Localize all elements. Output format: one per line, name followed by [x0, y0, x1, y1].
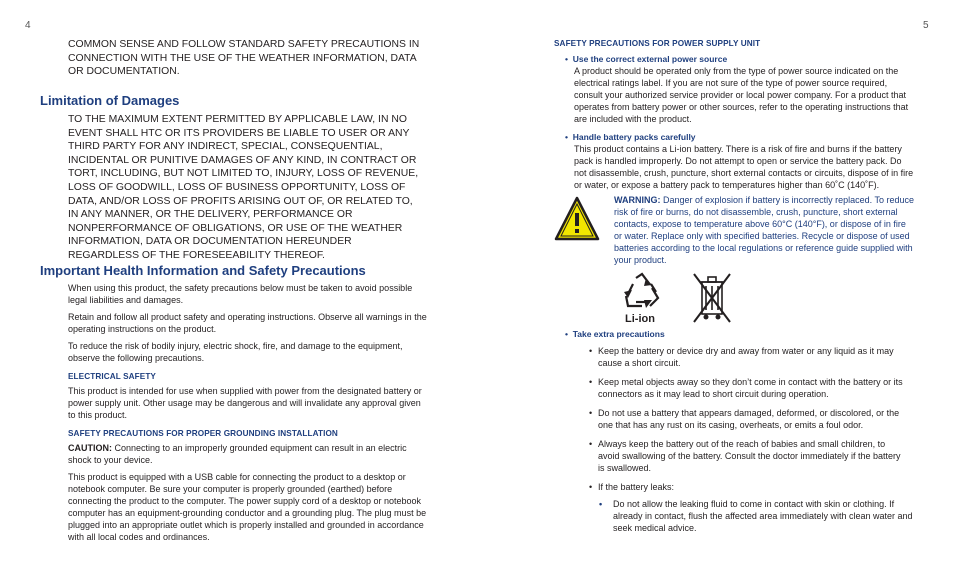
grounding-text: This product is equipped with a USB cable for connecting the product to a desktop or notebook computer. Be sure your computer is properly grounded (earthed) before connecting the product to the computer. The power supply cord of a desktop or notebook computer has an equipment-grounding conductor and a grounding plug. The plug must be plugged into an appropriate outlet which is properly installed and grounded in accordance with all local codes and ordinances.	[68, 472, 427, 542]
limitation-heading: Limitation of Damages	[40, 93, 180, 108]
ext-power-title: Use the correct external power source	[572, 54, 728, 64]
health-paragraph-2: Retain and follow all product safety and operating instructions. Observe all warnings in the operating instructions on the product.	[68, 312, 427, 334]
bullet-dot: •	[565, 329, 573, 339]
extra-precautions-title: Take extra precautions	[572, 329, 665, 339]
crossed-bin-icon	[692, 272, 732, 324]
list-item-text: Keep metal objects away so they don’t come in contact with the battery or its connectors as it may lead to short circuit during operation.	[598, 377, 903, 399]
electrical-safety-heading: ELECTRICAL SAFETY	[68, 372, 156, 381]
list-item: • Keep the battery or device dry and away from water or any liquid as it may cause a short circuit.	[589, 346, 894, 368]
leak-item: • Do not allow the leaking fluid to come in contact with skin or clothing. If already in contact, flush the affected area immediately with clean water and seek medical advice.	[599, 499, 913, 533]
li-ion-recycle-icon	[622, 272, 662, 324]
battery-title: Handle battery packs carefully	[572, 132, 696, 142]
health-heading: Important Health Information and Safety Precautions	[40, 263, 366, 278]
caution-text: Connecting to an improperly grounded equipment can result in an electric shock to your device.	[68, 443, 407, 465]
limitation-text: TO THE MAXIMUM EXTENT PERMITTED BY APPLICABLE LAW, IN NO EVENT SHALL HTC OR ITS PROVIDERS BE LIABLE TO USER OR ANY THIRD PARTY FOR ANY INDIRECT, SPECIAL, CONSEQUENTIAL, INCIDENTAL OR PUNITIVE DAMAGES OF ANY KIND, IN CONTRACT OR TORT, INCLUDING, BUT NOT LIMITED TO, INJURY, LOSS OF REVENUE, LOSS OF GOODWILL, LOSS OF BUSINESS OPPORTUNITY, LOSS OF DATA, AND/OR LOSS OF PROFITS ARISING OUT OF, OR RELATED TO, IN ANY MANNER, OR THE DELIVERY, PERFORMANCE OR NONPERFORMANCE OF OBLIGATIONS, OR USE OF THE WEATHER INFORMATION, DATA OR DOCUMENTATION HEREUNDER REGARDLESS OF THE FORESEEABILITY THEREOF.	[68, 114, 419, 261]
extra-precautions-title-row	[565, 328, 915, 340]
grounding-heading: SAFETY PRECAUTIONS FOR PROPER GROUNDING INSTALLATION	[68, 429, 338, 438]
page-number-left: 4	[25, 20, 31, 31]
health-paragraph-3: To reduce the risk of bodily injury, electric shock, fire, and damage to the equipment, observe the following precautions.	[68, 341, 403, 363]
caution-paragraph	[68, 442, 430, 466]
power-supply-heading: SAFETY PRECAUTIONS FOR POWER SUPPLY UNIT	[554, 39, 761, 48]
warning-box	[614, 194, 914, 266]
list-item: • Always keep the battery out of the reach of babies and small children, to avoid swallowing of the battery. Consult the doctor immediately if the battery is swallowed.	[589, 439, 901, 473]
battery-item	[565, 131, 915, 191]
bullet-dot: •	[565, 54, 573, 64]
list-item: • If the battery leaks:	[589, 482, 675, 492]
ext-power-text: A product should be operated only from the type of power source indicated on the electrical ratings label. If you are not sure of the type of power source required, consult your authorized service provider or local power company. For a product that operates from battery power or other sources, refer to the operating instructions that are included with the product.	[574, 66, 909, 124]
list-item: • Do not use a battery that appears damaged, deformed, or discolored, or the one that has any rust on its casing, overheats, or emits a foul odor.	[589, 408, 900, 430]
list-item-text: Always keep the battery out of the reach of babies and small children, to avoid swallowing of the battery. Consult the doctor immediately if the battery is swallowed.	[598, 439, 901, 473]
list-item: • Keep metal objects away so they don’t come in contact with the battery or its connectors as it may lead to short circuit during operation.	[589, 377, 903, 399]
health-paragraph-1: When using this product, the safety precautions below must be taken to avoid possible legal liabilities and damages.	[68, 283, 413, 305]
warning-triangle-icon	[554, 196, 600, 242]
caution-label: CAUTION:	[68, 443, 112, 453]
list-item-text: If the battery leaks:	[598, 482, 675, 492]
warning-label: WARNING:	[614, 195, 661, 205]
list-item-text: Do not use a battery that appears damaged, deformed, or discolored, or the one that has any rust on its casing, overheats, or emits a foul odor.	[598, 408, 900, 430]
intro-caps: COMMON SENSE AND FOLLOW STANDARD SAFETY PRECAUTIONS IN CONNECTION WITH THE USE OF THE WEATHER INFORMATION, DATA OR DOCUMENTATION.	[68, 39, 420, 78]
ext-power-item	[565, 53, 915, 125]
list-item-text: Keep the battery or device dry and away from water or any liquid as it may cause a short circuit.	[598, 346, 894, 368]
page-number-right: 5	[923, 20, 929, 31]
warning-text: Danger of explosion if battery is incorrectly replaced. To reduce risk of fire or burns, do not disassemble, crush, puncture, short external contacts, expose to temperature above 60°C (140°F), or dispose of in fire or water. Replace only with specified batteries. Recycle or dispose of used batteries according to the local regulations or reference guide supplied with your product.	[614, 195, 914, 265]
leak-item-text: Do not allow the leaking fluid to come in contact with skin or clothing. If already in contact, flush the affected area immediately with clean water and seek medical advice.	[613, 499, 913, 533]
li-ion-label: Li-ion	[625, 313, 655, 325]
battery-text: This product contains a Li-ion battery. There is a risk of fire and burns if the battery pack is handled improperly. Do not attempt to open or service the battery pack. Do not disassemble, crush, puncture, short external contacts or circuits, dispose of in fire or water, or expose a battery pack to temperatures higher than 60˚C (140˚F).	[574, 144, 914, 190]
electrical-safety-text: This product is intended for use when supplied with power from the designated battery or power supply unit. Other usage may be dangerous and will invalidate any approval given to this product.	[68, 386, 422, 420]
bullet-dot: •	[565, 132, 573, 142]
